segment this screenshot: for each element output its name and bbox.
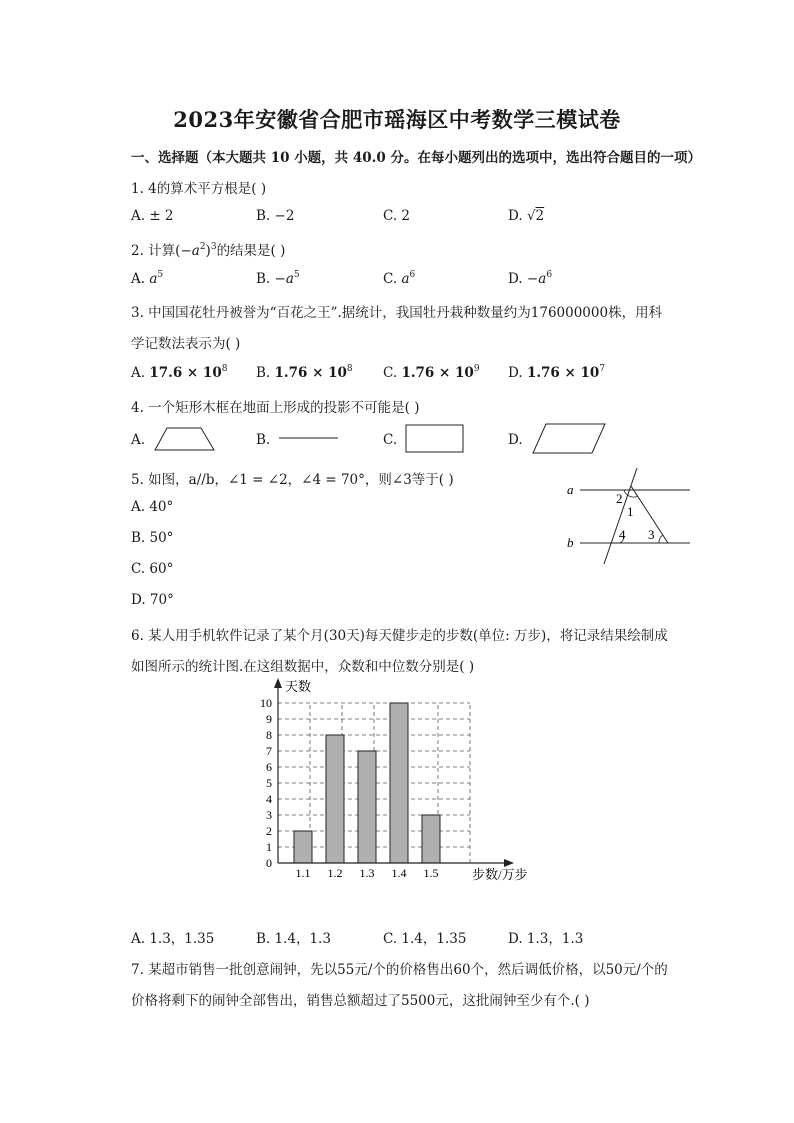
q3-option-a	[131, 364, 227, 381]
angle-1-label: 1	[627, 504, 634, 519]
q4-option-b-segment	[278, 432, 340, 444]
q5-geometry-figure	[560, 466, 695, 568]
bar-1.1	[294, 831, 312, 863]
q3-option-c	[383, 364, 480, 381]
question-6-line-1: 6. 某人用手机软件记录了某个月(30天)每天健步走的步数(单位: 万步)，将记录结果绘制成	[131, 628, 668, 644]
q2-stem-end: 的结果是( )	[216, 243, 286, 259]
q2-stem-start: 2. 计算(−	[131, 243, 192, 259]
y-tick-label: 10	[260, 696, 272, 710]
q3-option-d-base: 1.76 × 10	[526, 365, 600, 381]
q2-stem-close: )	[205, 243, 211, 259]
q3-option-b-base: 1.76 × 10	[274, 365, 347, 381]
angle-2-label: 2	[616, 491, 623, 506]
bar-1.4	[390, 703, 408, 863]
q5-option-c: C. 60°	[131, 561, 174, 577]
question-7-line-1: 7. 某超市销售一批创意闹钟，先以55元/个的价格售出60个，然后调低价格，以50元/个的	[131, 962, 668, 978]
y-tick-label: 6	[266, 760, 272, 774]
step-count-bar-chart	[250, 676, 550, 886]
q4-option-c-label: C.	[383, 432, 398, 448]
x-tick-label: 1.1	[295, 866, 311, 880]
angle-3-label: 3	[648, 527, 655, 542]
q4-option-a-label: A.	[131, 432, 146, 448]
q2-option-c-var: a	[401, 271, 410, 287]
x-tick-label: 1.5	[423, 866, 439, 880]
q3-option-d	[508, 364, 605, 381]
x-tick-labels	[296, 866, 439, 880]
q2-option-d-var: a	[538, 271, 547, 287]
q2-option-a	[131, 270, 163, 287]
bar-1.3	[358, 751, 376, 863]
q2-option-c-exp: 6	[409, 270, 416, 280]
q4-option-a-trapezoid	[154, 426, 216, 452]
q3-option-d-label: D.	[508, 365, 527, 381]
q6-option-b: B. 1.4，1.3	[256, 931, 331, 947]
q2-option-b-exp: 5	[293, 270, 300, 280]
x-axis-arrow-icon	[504, 859, 514, 867]
q3-option-c-label: C.	[383, 365, 402, 381]
q2-option-d	[508, 270, 552, 287]
question-2-stem	[131, 239, 285, 259]
q4-option-c-rectangle	[405, 424, 465, 454]
q3-option-a-base: 17.6 × 10	[149, 365, 222, 381]
x-tick-label: 1.2	[327, 866, 343, 880]
x-axis-title: 步数/万步	[472, 867, 528, 882]
q1-option-d	[508, 208, 544, 224]
y-tick-label: 5	[266, 776, 272, 790]
x-tick-label: 1.4	[391, 866, 407, 880]
y-tick-label: 4	[266, 792, 272, 806]
y-tick-label: 0	[266, 856, 272, 870]
q2-option-a-label: A.	[131, 271, 150, 287]
q1-option-a: A. ± 2	[131, 208, 174, 224]
q3-option-b-exp: 8	[346, 364, 353, 374]
y-tick-label: 9	[266, 712, 272, 726]
q4-option-b-label: B.	[256, 432, 271, 448]
q2-outer-exponent: 3	[210, 242, 217, 252]
q2-variable: a	[191, 243, 200, 259]
page-title: 2023年安徽省合肥市瑶海区中考数学三模试卷	[173, 107, 621, 132]
question-3-line-2: 学记数法表示为( )	[131, 336, 241, 352]
q2-option-a-var: a	[149, 271, 158, 287]
q3-option-d-exp: 7	[599, 364, 606, 374]
q6-option-d: D. 1.3，1.3	[508, 931, 584, 947]
question-7-line-2: 价格将剩下的闹钟全部售出，销售总额超过了5500元，这批闹钟至少有个.( )	[131, 993, 590, 1009]
sqrt-icon: √	[526, 208, 536, 224]
question-4-stem: 4. 一个矩形木框在地面上形成的投影不可能是( )	[131, 400, 420, 416]
q3-option-c-exp: 9	[473, 364, 480, 374]
q2-option-d-label: D. −	[508, 271, 539, 287]
q6-option-a: A. 1.3，1.35	[131, 931, 215, 947]
q4-option-d-label: D.	[508, 432, 523, 448]
q2-inner-exponent: 2	[199, 242, 206, 252]
y-axis-title: 天数	[285, 679, 312, 694]
q3-option-a-label: A.	[131, 365, 150, 381]
q3-option-b-label: B.	[256, 365, 275, 381]
y-axis-arrow-icon	[274, 678, 282, 688]
q3-option-b	[256, 364, 353, 381]
question-6-line-2: 如图所示的统计图.在这组数据中，众数和中位数分别是( )	[131, 659, 475, 675]
q4-option-d-parallelogram	[532, 423, 607, 455]
y-tick-label: 3	[266, 808, 272, 822]
q5-option-a: A. 40°	[131, 499, 174, 515]
q5-option-b: B. 50°	[131, 530, 174, 546]
y-tick-label: 1	[266, 840, 272, 854]
y-tick-label: 2	[266, 824, 272, 838]
q2-option-b-var: a	[285, 271, 294, 287]
question-3-line-1: 3. 中国国花牡丹被誉为“百花之王”.据统计，我国牡丹栽种数量约为176000000株，用科	[131, 305, 663, 321]
section-heading: 一、选择题（本大题共 10 小题，共 40.0 分。在每小题列出的选项中，选出符合题目的一项）	[131, 150, 701, 166]
q3-option-c-base: 1.76 × 10	[401, 365, 474, 381]
y-tick-label: 7	[266, 744, 272, 758]
y-tick-label: 8	[266, 728, 272, 742]
bar-1.5	[422, 815, 440, 863]
q1-option-c: C. 2	[383, 208, 411, 224]
q5-option-d: D. 70°	[131, 592, 174, 608]
q1-option-b: B. −2	[256, 208, 295, 224]
label-a: a	[567, 482, 574, 497]
question-1-stem: 1. 4的算术平方根是( )	[131, 181, 267, 197]
question-5-stem: 5. 如图，a//b，∠1 = ∠2，∠4 = 70°，则∠3等于( )	[131, 472, 454, 488]
y-tick-labels	[260, 696, 272, 870]
q2-option-c-label: C.	[383, 271, 402, 287]
q2-option-b-label: B. −	[256, 271, 286, 287]
q3-option-a-exp: 8	[221, 364, 228, 374]
q6-option-c: C. 1.4，1.35	[383, 931, 467, 947]
q1-option-d-label: D.	[508, 208, 527, 224]
x-tick-label: 1.3	[359, 866, 375, 880]
angle-4-label: 4	[619, 527, 626, 542]
q2-option-d-exp: 6	[546, 270, 553, 280]
bar-1.2	[326, 735, 344, 863]
q2-option-a-exp: 5	[157, 270, 164, 280]
q2-option-c	[383, 270, 415, 287]
label-b: b	[567, 535, 574, 550]
q2-option-b	[256, 270, 300, 287]
q1-option-d-radicand: 2	[535, 208, 545, 224]
